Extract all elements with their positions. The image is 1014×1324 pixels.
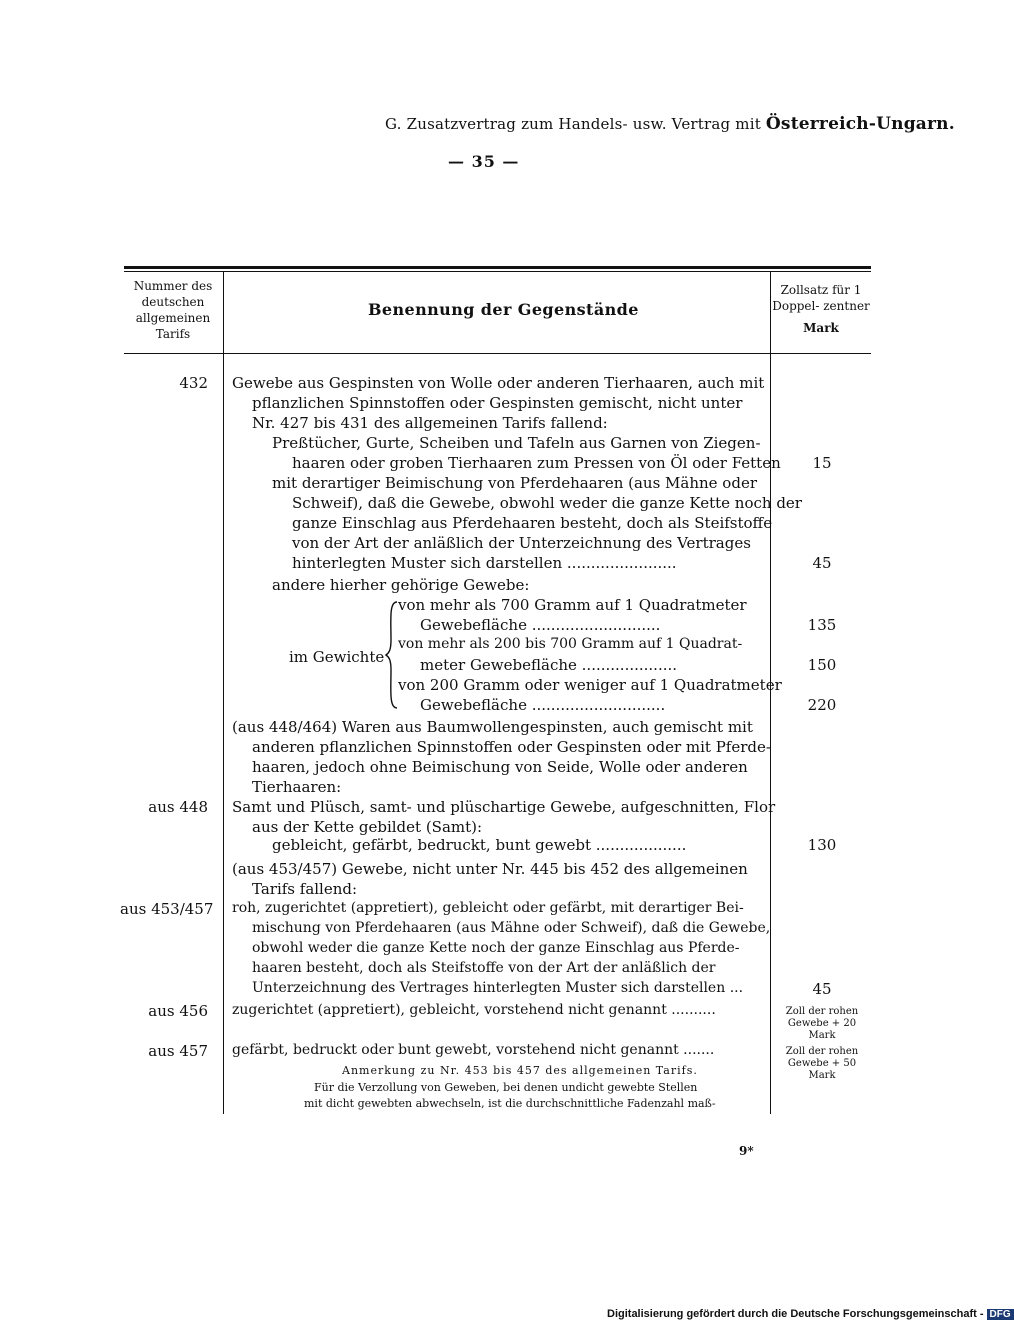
column-header-description: Benennung der Gegenstände <box>368 300 639 319</box>
dfg-logo: DFG <box>987 1309 1014 1320</box>
column-header-duty-rate <box>772 282 870 336</box>
weight-label: im Gewichte <box>289 648 385 666</box>
text-line: haaren, jedoch ohne Beimischung von Seide, Wolle oder anderen <box>252 758 748 776</box>
text-line: (aus 448/464) Waren aus Baumwollengespinsten, auch gemischt mit <box>232 718 753 736</box>
page-number: — 35 — <box>448 152 520 171</box>
table-top-rule <box>124 266 871 269</box>
duty-rate: 130 <box>807 836 837 854</box>
duty-rate-formula: Zoll der rohen Gewebe + 50 Mark <box>785 1046 859 1081</box>
text-line: von mehr als 700 Gramm auf 1 Quadratmeter <box>398 596 747 614</box>
duty-rate: 15 <box>812 454 832 472</box>
text-line: meter Gewebefläche .................... <box>420 656 678 674</box>
text-line: gebleicht, gefärbt, bedruckt, bunt gewebt ................... <box>272 836 687 854</box>
tariff-number-457: aus 457 <box>148 1042 208 1060</box>
note-line: Für die Verzollung von Geweben, bei denen undicht gewebte Stellen <box>314 1081 698 1094</box>
duty-rate: 135 <box>807 616 837 634</box>
running-head <box>385 114 955 134</box>
text-line: haaren besteht, doch als Steifstoffe von der Art der anläßlich der <box>252 960 716 976</box>
text-line: Unterzeichnung des Vertrages hinterlegten Muster sich darstellen ... <box>252 980 744 996</box>
text-line: aus der Kette gebildet (Samt): <box>252 818 483 836</box>
curly-brace-icon <box>385 600 399 710</box>
text-line: Gewebefläche ............................ <box>420 696 666 714</box>
text-line: hinterlegten Muster sich darstellen ....................... <box>292 554 677 572</box>
header-bottom-rule <box>124 353 871 354</box>
duty-rate: 220 <box>807 696 837 714</box>
text-line: roh, zugerichtet (appretiert), gebleicht oder gefärbt, mit derartiger Bei- <box>232 900 744 916</box>
duty-rate-unit: Mark <box>803 321 839 335</box>
text-line: obwohl weder die ganze Kette noch der ganze Einschlag aus Pferde- <box>252 940 740 956</box>
text-line: von 200 Gramm oder weniger auf 1 Quadratmeter <box>398 676 782 694</box>
digitization-footer <box>607 1308 1014 1320</box>
tariff-number-432: 432 <box>179 374 208 392</box>
text-line: ganze Einschlag aus Pferdehaaren besteht, doch als Steifstoffe <box>292 514 773 532</box>
tariff-number-453-457: aus 453/457 <box>120 900 214 918</box>
running-head-title: G. Zusatzvertrag zum Handels- usw. Vertrag mit <box>385 115 761 133</box>
text-line: Preßtücher, Gurte, Scheiben und Tafeln aus Garnen von Ziegen- <box>272 434 761 452</box>
text-line: Gewebe aus Gespinsten von Wolle oder anderen Tierhaaren, auch mit <box>232 374 765 392</box>
text-line: Tierhaaren: <box>252 778 342 796</box>
duty-rate: 45 <box>812 980 832 998</box>
text-line: Tarifs fallend: <box>252 880 358 898</box>
tariff-number-456: aus 456 <box>148 1002 208 1020</box>
signature-mark: 9* <box>739 1144 754 1158</box>
duty-rate: 150 <box>807 656 837 674</box>
text-line: von mehr als 200 bis 700 Gramm auf 1 Quadrat- <box>398 636 743 652</box>
text-line: gefärbt, bedruckt oder bunt gewebt, vorstehend nicht genannt ....... <box>232 1042 715 1058</box>
text-line: mit derartiger Beimischung von Pferdehaaren (aus Mähne oder <box>272 474 757 492</box>
duty-rate-formula: Zoll der rohen Gewebe + 20 Mark <box>785 1006 859 1041</box>
text-line: (aus 453/457) Gewebe, nicht unter Nr. 445 bis 452 des allgemeinen <box>232 860 748 878</box>
text-line: Samt und Plüsch, samt- und plüschartige Gewebe, aufgeschnitten, Flor <box>232 798 776 816</box>
running-head-country: Österreich-Ungarn. <box>765 114 955 134</box>
table-top-rule-thin <box>124 271 871 272</box>
text-line: Schweif), daß die Gewebe, obwohl weder die ganze Kette noch der <box>292 494 802 512</box>
footer-text: Digitalisierung gefördert durch die Deutsche Forschungsgemeinschaft - <box>607 1308 984 1320</box>
text-line: Nr. 427 bis 431 des allgemeinen Tarifs fallend: <box>252 414 608 432</box>
note-heading: Anmerkung zu Nr. 453 bis 457 des allgemeinen Tarifs. <box>342 1064 698 1077</box>
text-line: mischung von Pferdehaaren (aus Mähne oder Schweif), daß die Gewebe, <box>252 920 771 936</box>
duty-rate: 45 <box>812 554 832 572</box>
text-line: pflanzlichen Spinnstoffen oder Gespinsten gemischt, nicht unter <box>252 394 743 412</box>
note-line: mit dicht gewebten abwechseln, ist die durchschnittliche Fadenzahl maß- <box>304 1097 716 1110</box>
text-line: anderen pflanzlichen Spinnstoffen oder Gespinsten oder mit Pferde- <box>252 738 771 756</box>
text-line: haaren oder groben Tierhaaren zum Pressen von Öl oder Fetten <box>292 454 781 472</box>
text-line: von der Art der anläßlich der Unterzeichnung des Vertrages <box>292 534 751 552</box>
text-line: zugerichtet (appretiert), gebleicht, vorstehend nicht genannt .......... <box>232 1002 716 1018</box>
duty-rate-label: Zollsatz für 1 Doppel- zentner <box>772 283 870 313</box>
tariff-number-448: aus 448 <box>148 798 208 816</box>
text-line: andere hierher gehörige Gewebe: <box>272 576 530 594</box>
column-header-tariff-number: Nummer des deutschen allgemeinen Tarifs <box>133 279 213 341</box>
column-divider-left <box>223 272 224 1114</box>
text-line: Gewebefläche ........................... <box>420 616 661 634</box>
